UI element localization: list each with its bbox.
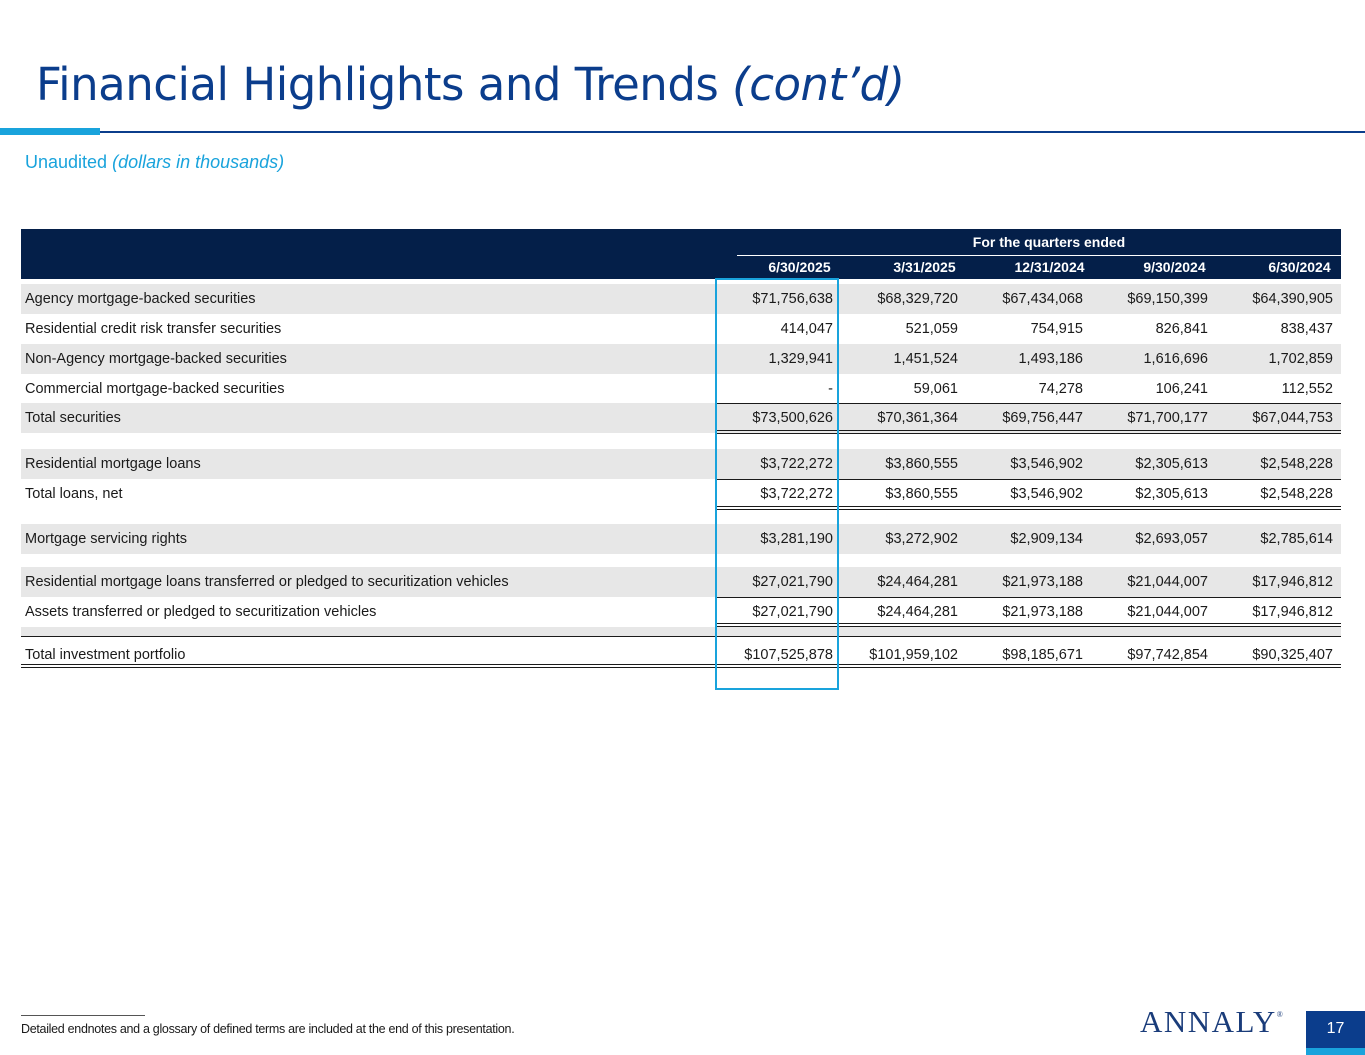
row-label: Total investment portfolio bbox=[25, 647, 186, 663]
table-cell: $21,044,007 bbox=[1127, 574, 1208, 590]
table-cell: $17,946,812 bbox=[1252, 604, 1333, 620]
column-highlight-box bbox=[715, 278, 839, 690]
subtitle-main: Unaudited bbox=[25, 152, 113, 172]
table-cell: $71,756,638 bbox=[752, 291, 833, 307]
super-header: For the quarters ended bbox=[972, 234, 1126, 250]
table-cell: 754,915 bbox=[1030, 321, 1083, 337]
page-number-accent bbox=[1306, 1048, 1365, 1055]
table-row bbox=[21, 479, 1341, 509]
table-cell: $67,434,068 bbox=[1002, 291, 1083, 307]
table-cell: $98,185,671 bbox=[1002, 647, 1083, 663]
column-header: 6/30/2025 bbox=[768, 259, 831, 275]
spacer-row bbox=[21, 554, 1341, 567]
table-cell: $2,305,613 bbox=[1135, 486, 1208, 502]
table-cell: $2,785,614 bbox=[1260, 531, 1333, 547]
table-cell: $3,722,272 bbox=[760, 486, 833, 502]
subtitle-italic: (dollars in thousands) bbox=[112, 152, 285, 172]
title-rule bbox=[0, 131, 1365, 133]
row-label: Non-Agency mortgage-backed securities bbox=[25, 351, 287, 367]
footnote-rule bbox=[21, 1015, 145, 1016]
table-cell: $2,909,134 bbox=[1010, 531, 1083, 547]
table-cell: 414,047 bbox=[780, 321, 833, 337]
footnote: Detailed endnotes and a glossary of defined terms are included at the end of this presentation. bbox=[21, 1022, 515, 1036]
table-cell: 521,059 bbox=[905, 321, 958, 337]
column-header: 6/30/2024 bbox=[1268, 259, 1331, 275]
row-label: Agency mortgage-backed securities bbox=[25, 291, 256, 307]
table-cell: 112,552 bbox=[1281, 381, 1333, 397]
table-cell: $73,500,626 bbox=[752, 410, 833, 426]
row-label: Mortgage servicing rights bbox=[25, 531, 187, 547]
table-cell: $3,860,555 bbox=[885, 456, 958, 472]
table-cell: 1,616,696 bbox=[1143, 351, 1208, 367]
table-cell: $24,464,281 bbox=[877, 604, 958, 620]
table-cell: $90,325,407 bbox=[1252, 647, 1333, 663]
table-cell: $2,548,228 bbox=[1260, 456, 1333, 472]
table-row bbox=[21, 449, 1341, 479]
table-cell: $2,548,228 bbox=[1260, 486, 1333, 502]
table-row bbox=[21, 567, 1341, 597]
row-label: Residential mortgage loans transferred or pledged to securitization vehicles bbox=[25, 574, 509, 590]
table-cell: 1,493,186 bbox=[1018, 351, 1083, 367]
table-cell: 826,841 bbox=[1155, 321, 1208, 337]
table-cell: $21,973,188 bbox=[1002, 604, 1083, 620]
spacer-row bbox=[21, 511, 1341, 524]
column-header: 12/31/2024 bbox=[1014, 259, 1085, 275]
table-cell: $3,722,272 bbox=[760, 456, 833, 472]
table-cell: $21,973,188 bbox=[1002, 574, 1083, 590]
table-cell: 74,278 bbox=[1038, 381, 1083, 397]
title-italic: (cont’d) bbox=[732, 58, 905, 111]
table-cell: 1,329,941 bbox=[768, 351, 833, 367]
row-label: Residential credit risk transfer securities bbox=[25, 321, 282, 337]
table-cell: $101,959,102 bbox=[869, 647, 958, 663]
annaly-logo bbox=[1140, 1004, 1284, 1040]
table-cell: $71,700,177 bbox=[1127, 410, 1208, 426]
table-cell: $3,546,902 bbox=[1010, 486, 1083, 502]
table-cell: $27,021,790 bbox=[752, 574, 833, 590]
grand-total-rule bbox=[21, 636, 1341, 637]
title-rule-accent bbox=[0, 128, 100, 135]
spacer-row bbox=[21, 435, 1341, 449]
table-cell: $3,281,190 bbox=[760, 531, 833, 547]
table-cell: $68,329,720 bbox=[877, 291, 958, 307]
page-number: 17 bbox=[1326, 1020, 1345, 1037]
row-label: Total securities bbox=[25, 410, 121, 426]
table-cell: $64,390,905 bbox=[1252, 291, 1333, 307]
table-cell: $21,044,007 bbox=[1127, 604, 1208, 620]
table-cell: - bbox=[828, 381, 833, 397]
table-row bbox=[21, 403, 1341, 433]
row-label: Total loans, net bbox=[25, 486, 123, 502]
table-cell: $2,693,057 bbox=[1135, 531, 1208, 547]
spacer-row bbox=[21, 627, 1341, 636]
row-label: Residential mortgage loans bbox=[25, 456, 201, 472]
table-cell: $3,860,555 bbox=[885, 486, 958, 502]
table-cell: $69,150,399 bbox=[1127, 291, 1208, 307]
table-cell: $70,361,364 bbox=[877, 410, 958, 426]
table-row bbox=[21, 640, 1341, 670]
table-row bbox=[21, 374, 1341, 404]
row-label: Commercial mortgage-backed securities bbox=[25, 381, 285, 397]
row-label: Assets transferred or pledged to securitization vehicles bbox=[25, 604, 377, 620]
subtitle bbox=[25, 152, 284, 173]
logo-text: ANNALY bbox=[1140, 1004, 1277, 1039]
table-cell: $27,021,790 bbox=[752, 604, 833, 620]
table-row bbox=[21, 314, 1341, 344]
table-cell: $69,756,447 bbox=[1002, 410, 1083, 426]
table-cell: $17,946,812 bbox=[1252, 574, 1333, 590]
page-number-box bbox=[1306, 1011, 1365, 1055]
table-cell: $67,044,753 bbox=[1252, 410, 1333, 426]
table-row bbox=[21, 284, 1341, 314]
logo-mark: ® bbox=[1276, 1010, 1285, 1019]
table-cell: 1,702,859 bbox=[1268, 351, 1333, 367]
table-cell: $2,305,613 bbox=[1135, 456, 1208, 472]
table-header bbox=[21, 229, 1341, 279]
table-cell: 838,437 bbox=[1280, 321, 1333, 337]
title-main: Financial Highlights and Trends bbox=[36, 58, 733, 111]
table-cell: $97,742,854 bbox=[1127, 647, 1208, 663]
table-row bbox=[21, 344, 1341, 374]
table-cell: $3,546,902 bbox=[1010, 456, 1083, 472]
table-cell: $3,272,902 bbox=[885, 531, 958, 547]
table-cell: $107,525,878 bbox=[744, 647, 833, 663]
table-cell: 106,241 bbox=[1155, 381, 1208, 397]
table-cell: 1,451,524 bbox=[893, 351, 958, 367]
table-cell: $24,464,281 bbox=[877, 574, 958, 590]
table-cell: 59,061 bbox=[913, 381, 958, 397]
table-row bbox=[21, 524, 1341, 554]
column-header: 3/31/2025 bbox=[893, 259, 956, 275]
grand-total-rule bbox=[21, 667, 1341, 668]
grand-total-rule bbox=[21, 664, 1341, 665]
column-header: 9/30/2024 bbox=[1143, 259, 1206, 275]
page-title bbox=[36, 58, 905, 111]
